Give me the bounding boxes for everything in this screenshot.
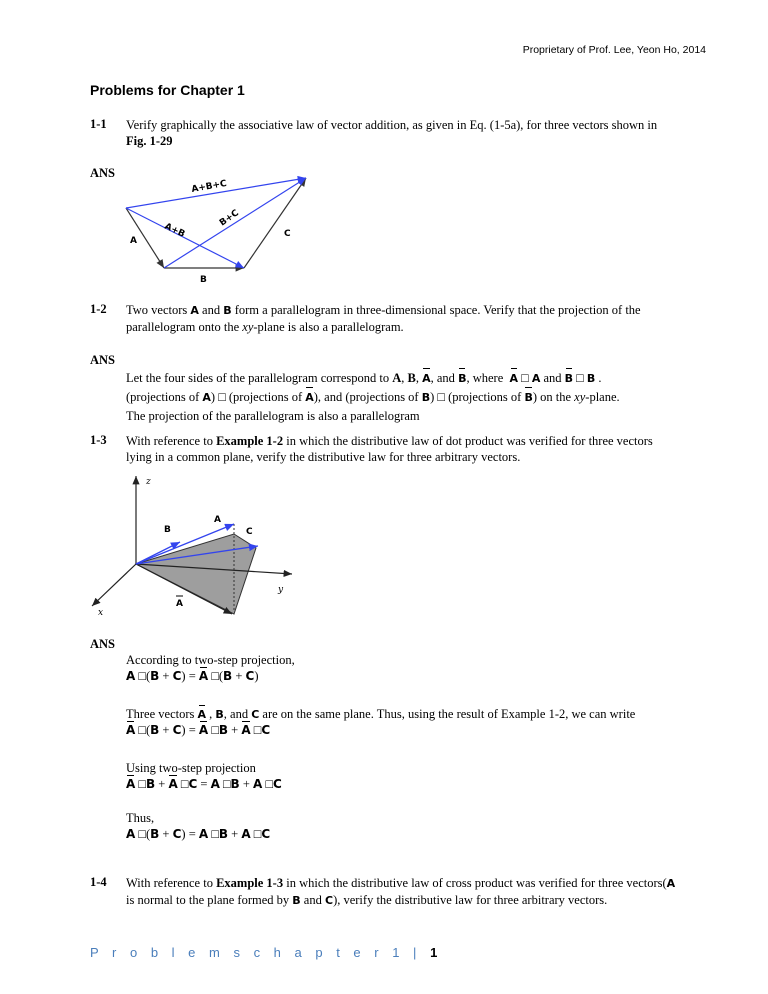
answer-text: Thus, (126, 811, 155, 825)
label-a-bar: A (176, 599, 183, 609)
problem-text: With reference to Example 1-2 in which the distributive law of dot product was verified for three vectors lying in a common plane, verify the distributive law for three arbitrary vectors. (126, 434, 653, 464)
problem-number: 1-2 (90, 302, 107, 316)
ans-label: ANS (90, 166, 116, 180)
label-a: A (214, 515, 221, 525)
equation: A □(B + C) = A □(B + C) (126, 669, 259, 683)
label-bc: B+C (217, 208, 241, 229)
label-a: A (130, 236, 137, 246)
problem-number: 1-3 (90, 433, 107, 447)
page-footer: P r o b l e m s c h a p t e r 1 | 1 (90, 945, 438, 960)
answer-text: Using two-step projection (126, 761, 256, 775)
problem-text: Two vectors A and B form a parallelogram in three-dimensional space. Verify that the projection of the parallelogram onto the xy-plane is also a parallelogram. (126, 303, 641, 334)
answer-text: Three vectors A , B, and C are on the same plane. Thus, using the result of Example 1-2, we can write (126, 707, 636, 721)
label-c: C (246, 527, 253, 537)
problem-text: With reference to Example 1-3 in which the distributive law of cross product was verified for three vectors(A is normal to the plane formed by B and C), verify the distributive law for three arbitrary vectors. (126, 876, 676, 907)
equation: A □B + A □C = A □B + A □C (126, 777, 282, 791)
label-c: C (284, 229, 291, 239)
page-header: Proprietary of Prof. Lee, Yeon Ho, 2014 (522, 44, 706, 56)
label-b: B (164, 525, 171, 535)
label-abc: A+B+C (190, 178, 228, 195)
distributive-law-figure (86, 470, 298, 618)
problem-text: Verify graphically the associative law of vector addition, as given in Eq. (1-5a), for three vectors shown in Fig. 1-29 (126, 118, 658, 148)
x-axis (92, 564, 136, 606)
vector-c (244, 178, 306, 268)
chapter-title: Problems for Chapter 1 (90, 82, 245, 98)
vector-b-plus-c (164, 178, 306, 268)
vector-addition-figure (120, 170, 330, 285)
answer-text: According to two-step projection, (126, 653, 295, 667)
ans-label: ANS (90, 353, 116, 367)
answer-text: Let the four sides of the parallelogram correspond to A, B, A, and B, where A □ A and B □ B . (projections of A) □ (projections of A), and (projections of B) □ (projections of B) on the xy-plane. The projection of the parallelogram is also a parallelogram (126, 371, 620, 423)
label-b: B (200, 275, 207, 285)
label-z: z (146, 477, 151, 487)
label-y: y (278, 585, 284, 595)
label-x: x (98, 608, 104, 618)
equation: A □(B + C) = A □B + A □C (126, 723, 271, 737)
ans-label: ANS (90, 637, 116, 651)
label-ab: A+B (162, 221, 187, 240)
problem-number: 1-1 (90, 117, 107, 131)
problem-number: 1-4 (90, 875, 107, 889)
equation: A □(B + C) = A □B + A □C (126, 827, 271, 841)
